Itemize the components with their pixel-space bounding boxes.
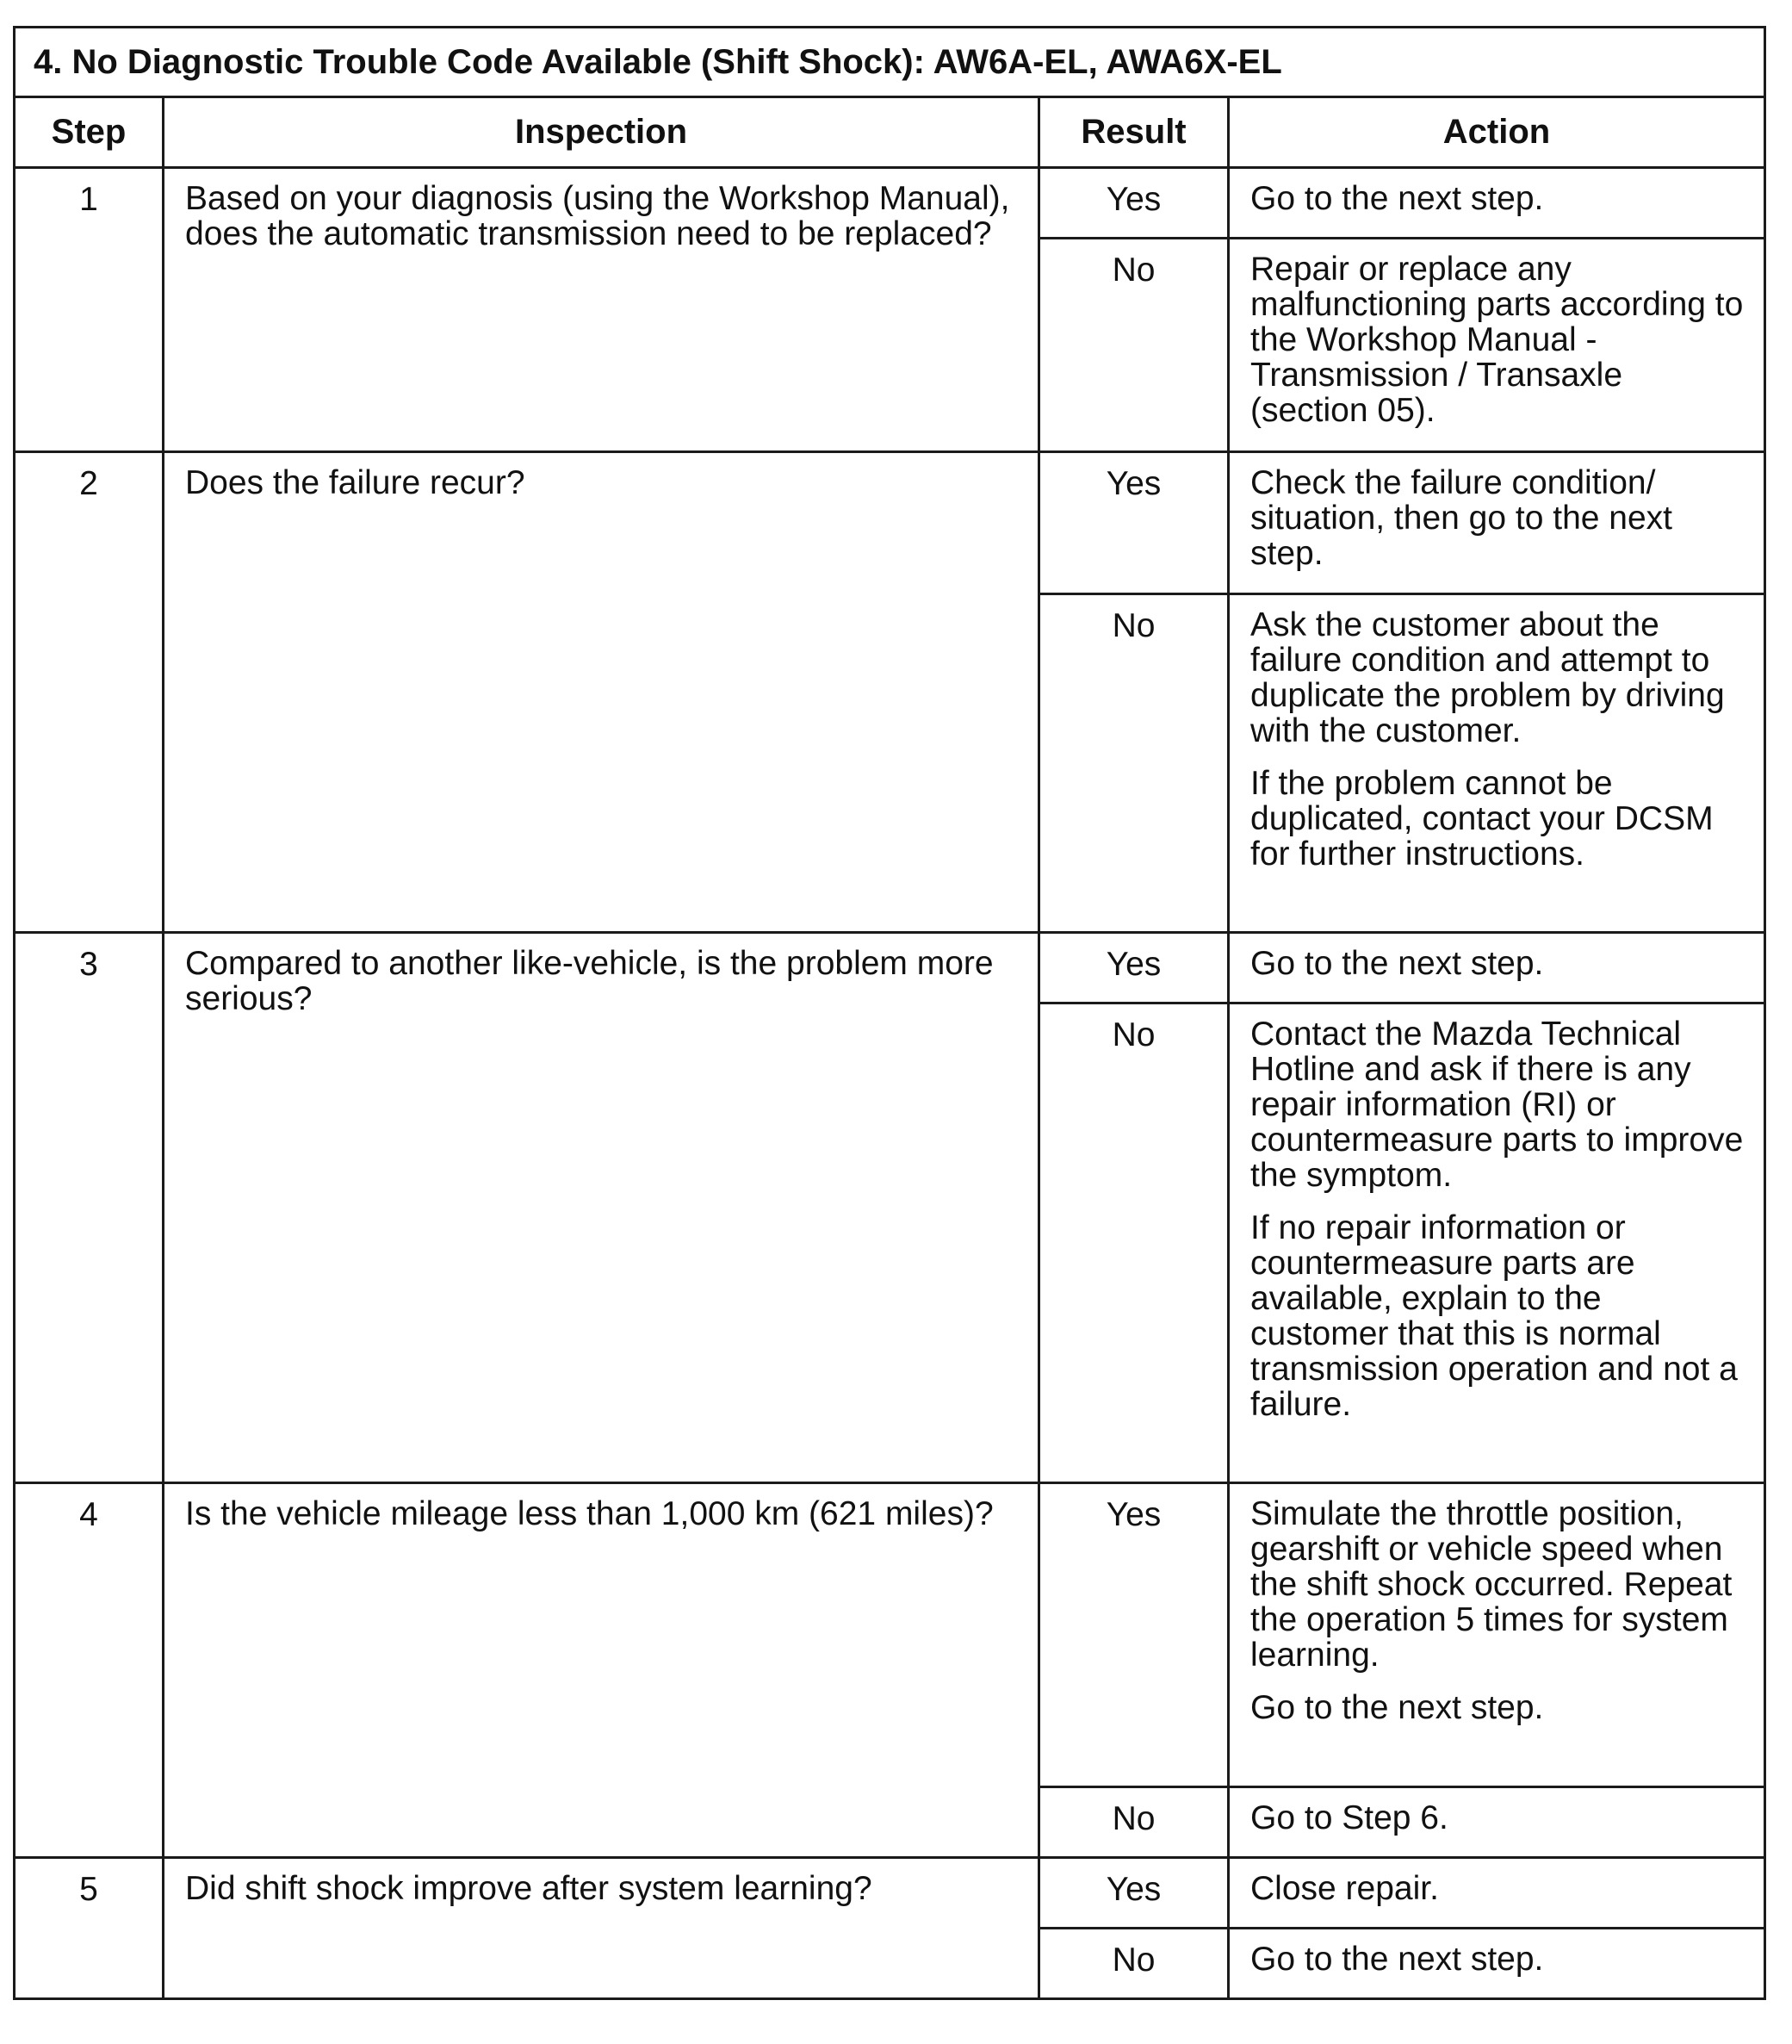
action-text: If the problem cannot be duplicated, contact your DCSM for further instructions. [1250, 765, 1714, 873]
header-result: Result [1039, 97, 1229, 168]
result-yes: Yes [1039, 1858, 1229, 1929]
step-row-yes [15, 1858, 1765, 1929]
action-text: Close repair. [1250, 1870, 1439, 1907]
step-inspection: Is the vehicle mileage less than 1,000 km (621 miles)? [164, 1483, 1039, 1858]
action-yes [1229, 1483, 1765, 1787]
action-no [1229, 239, 1765, 452]
step-inspection: Does the failure recur? [164, 452, 1039, 933]
result-no: No [1039, 1929, 1229, 1999]
action-yes [1229, 1858, 1765, 1929]
header-step: Step [15, 97, 164, 168]
action-no [1229, 1929, 1765, 1999]
action-no [1229, 1003, 1765, 1483]
result-no: No [1039, 1787, 1229, 1858]
action-yes [1229, 452, 1765, 594]
header-inspection: Inspection [164, 97, 1039, 168]
action-text: Contact the Mazda Technical Hotline and ask if there is any repair information (RI) or countermeasure parts to improve the symptom. [1250, 1016, 1744, 1194]
result-yes: Yes [1039, 168, 1229, 239]
step-number: 3 [15, 933, 164, 1483]
result-no: No [1039, 239, 1229, 452]
step-row-yes [15, 168, 1765, 239]
diagnostic-table [13, 26, 1766, 2000]
step-number: 5 [15, 1858, 164, 1999]
action-text: Go to the next step. [1250, 1689, 1544, 1726]
action-text: Go to the next step. [1250, 945, 1544, 982]
action-text: If no repair information or countermeasure parts are available, explain to the customer that this is normal transmission operation and not a failure. [1250, 1209, 1738, 1423]
step-row-yes [15, 933, 1765, 1003]
step-inspection: Based on your diagnosis (using the Workshop Manual), does the automatic transmission need to be replaced? [164, 168, 1039, 452]
action-text: Check the failure condition/ situation, then go to the next step. [1250, 464, 1673, 572]
action-no [1229, 1787, 1765, 1858]
action-no [1229, 594, 1765, 933]
header-row [15, 97, 1765, 168]
step-inspection: Compared to another like-vehicle, is the problem more serious? [164, 933, 1039, 1483]
table-title: 4. No Diagnostic Trouble Code Available (Shift Shock): AW6A-EL, AWA6X-EL [15, 28, 1765, 97]
action-text: Simulate the throttle position, gearshift or vehicle speed when the shift shock occurred. Repeat the operation 5 times for system learning. [1250, 1495, 1733, 1674]
action-text: Repair or replace any malfunctioning parts according to the Workshop Manual - Transmission / Transaxle (section 05). [1250, 251, 1744, 429]
header-action: Action [1229, 97, 1765, 168]
step-inspection: Did shift shock improve after system learning? [164, 1858, 1039, 1999]
action-text: Go to the next step. [1250, 180, 1544, 217]
step-row-yes [15, 1483, 1765, 1787]
step-number: 2 [15, 452, 164, 933]
title-row [15, 28, 1765, 97]
result-yes: Yes [1039, 933, 1229, 1003]
result-no: No [1039, 1003, 1229, 1483]
step-row-yes [15, 452, 1765, 594]
result-no: No [1039, 594, 1229, 933]
document-page [13, 26, 1764, 2000]
step-number: 1 [15, 168, 164, 452]
action-yes [1229, 933, 1765, 1003]
result-yes: Yes [1039, 1483, 1229, 1787]
result-yes: Yes [1039, 452, 1229, 594]
action-yes [1229, 168, 1765, 239]
step-number: 4 [15, 1483, 164, 1858]
action-text: Go to Step 6. [1250, 1799, 1448, 1836]
action-text: Ask the customer about the failure condition and attempt to duplicate the problem by driving with the customer. [1250, 606, 1725, 749]
action-text: Go to the next step. [1250, 1941, 1544, 1978]
